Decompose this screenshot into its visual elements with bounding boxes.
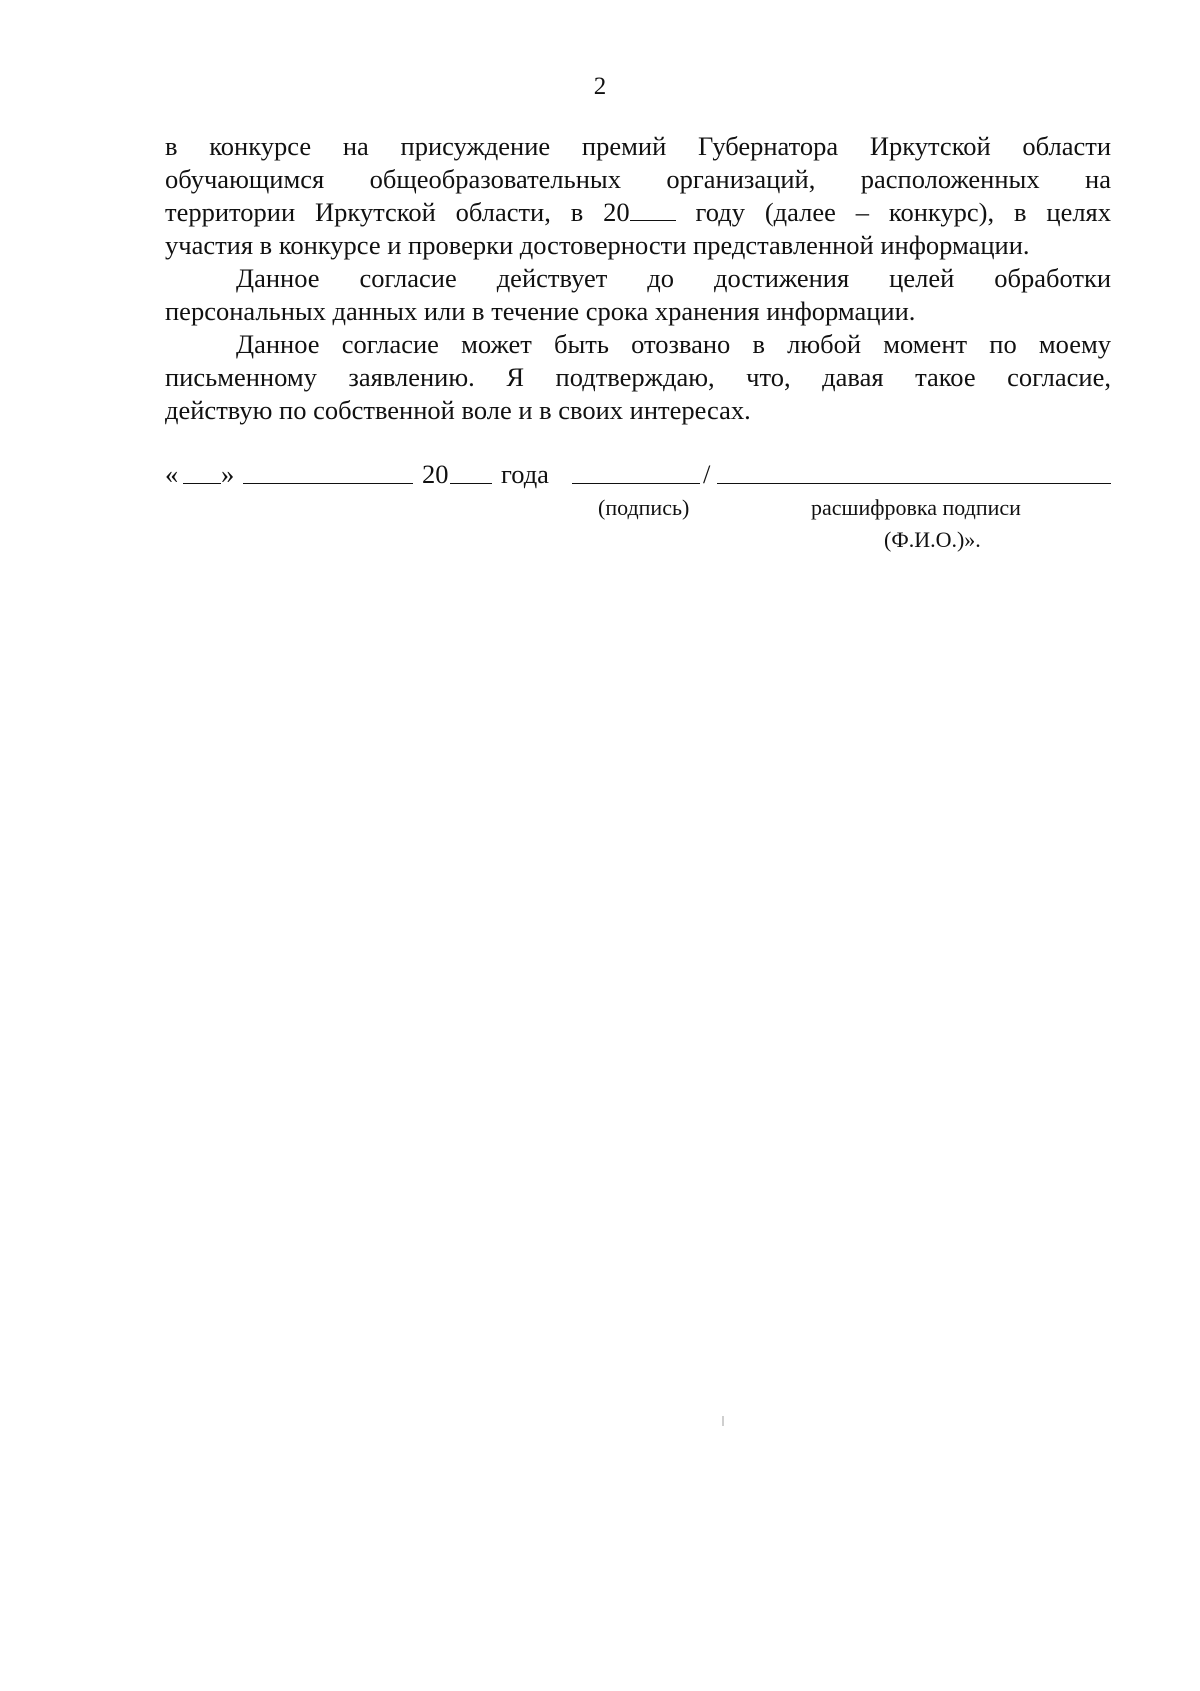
quote-open: « <box>165 459 179 489</box>
decoding-caption-line-2: (Ф.И.О.)». <box>884 527 981 552</box>
page-number: 2 <box>593 73 607 100</box>
paragraph-1-line-2: обучающимся общеобразовательных организаций, расположенных на <box>165 164 1111 194</box>
year-suffix-blank <box>450 483 492 484</box>
year-prefix: 20 <box>422 459 449 489</box>
paragraph-1-line-4: участия в конкурсе и проверки достоверности представленной информации. <box>165 230 1030 260</box>
signature-row <box>165 458 1111 492</box>
decoding-caption-line-1: расшифровка подписи <box>811 495 1021 520</box>
name-blank <box>717 483 1111 484</box>
paragraph-3-line-1: Данное согласие может быть отозвано в любой момент по моему <box>236 329 1111 359</box>
paragraph-3-line-3: действую по собственной воле и в своих интересах. <box>165 395 751 425</box>
paragraph-1-line-3-start: территории Иркутской области, в 20 <box>165 197 630 227</box>
slash: / <box>703 459 711 489</box>
paragraph-1-line-3 <box>165 196 1111 229</box>
signature-blank <box>572 483 700 484</box>
signature-caption: (подпись) <box>598 495 690 520</box>
paragraph-1-line-1: в конкурсе на присуждение премий Губернатора Иркутской области <box>165 131 1111 161</box>
quote-close: » <box>221 459 235 489</box>
paragraph-2-line-1: Данное согласие действует до достижения целей обработки <box>236 263 1111 293</box>
scan-artifact <box>722 1416 724 1426</box>
day-blank <box>183 483 221 484</box>
year-blank <box>630 198 676 221</box>
paragraph-3-line-2: письменному заявлению. Я подтверждаю, что, давая такое согласие, <box>165 362 1111 392</box>
paragraph-2-line-2: персональных данных или в течение срока хранения информации. <box>165 296 916 326</box>
paragraph-1-line-3-end: году (далее – конкурс), в целях <box>675 197 1111 227</box>
year-word: года <box>501 459 549 489</box>
month-blank <box>243 483 413 484</box>
